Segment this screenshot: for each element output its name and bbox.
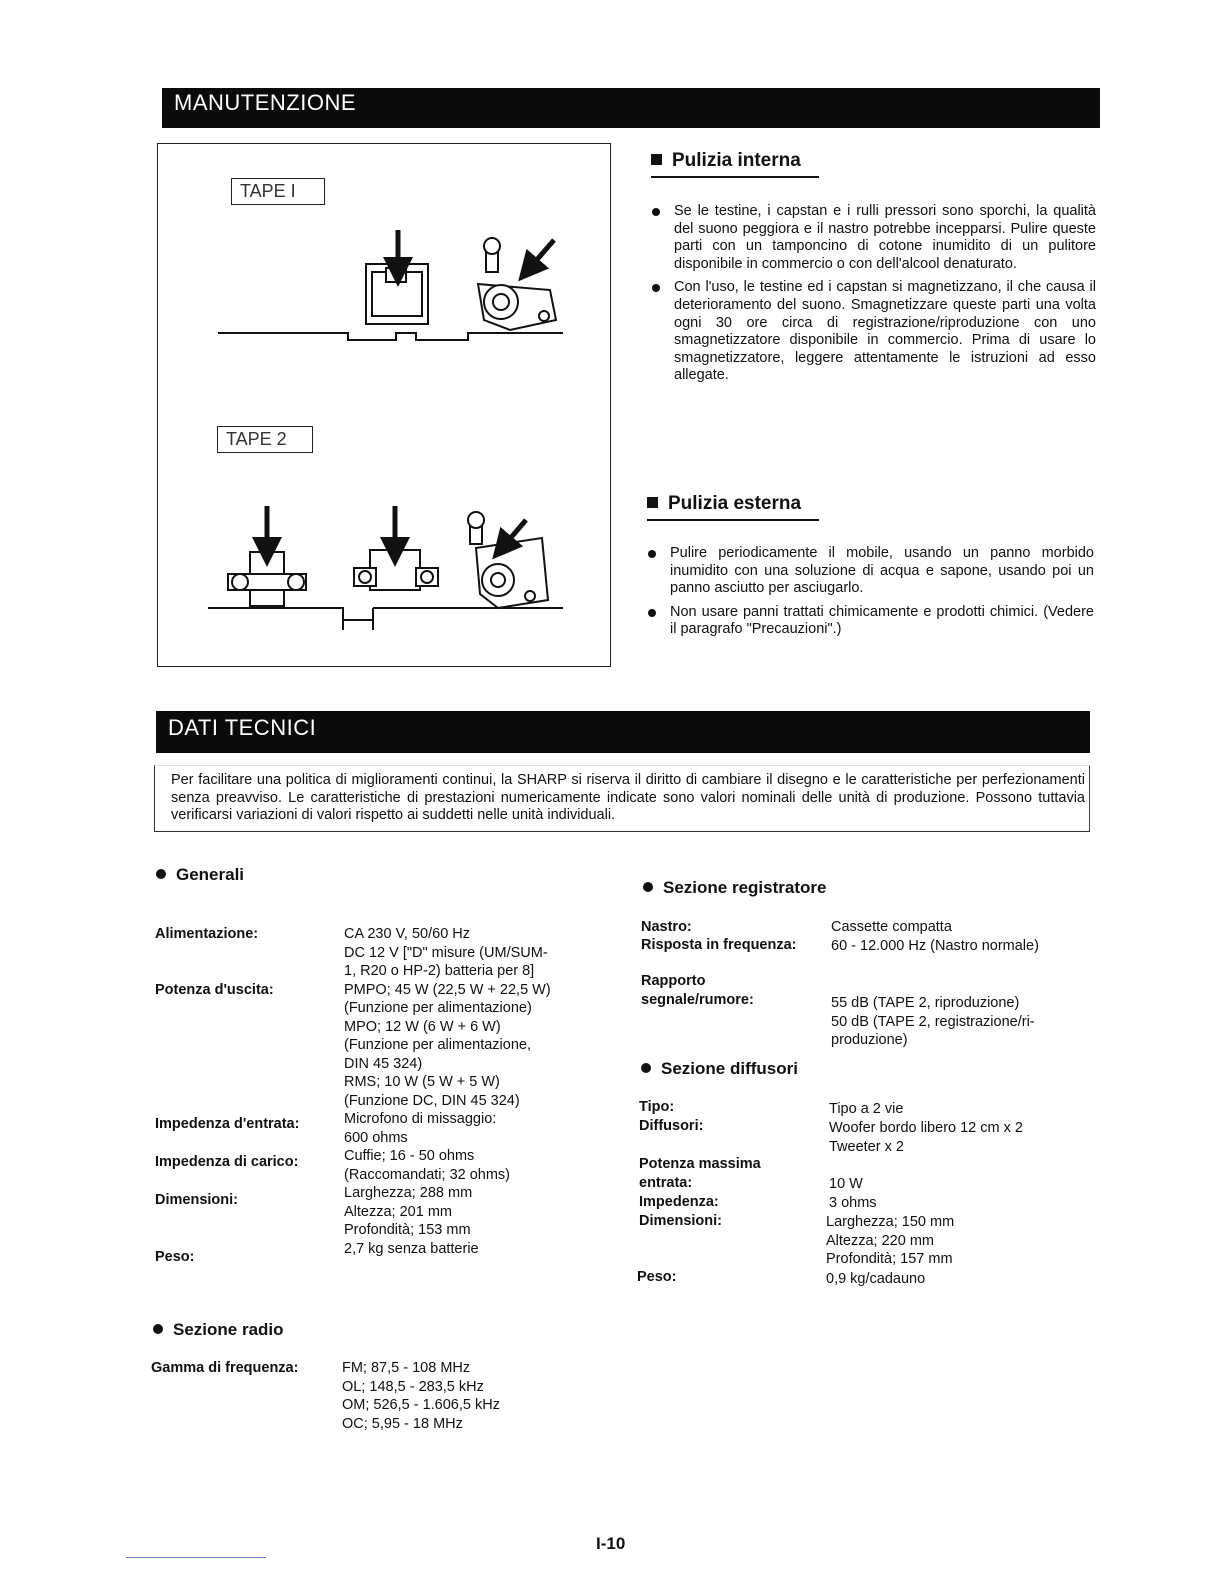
tape1-baseline	[218, 333, 563, 340]
spec-value: PMPO; 45 W (22,5 W + 22,5 W)	[344, 981, 551, 998]
footer-rule	[126, 1557, 266, 1558]
generali-values	[344, 925, 551, 1258]
spec-value: 50 dB (TAPE 2, registrazione/ri-	[831, 1013, 1035, 1030]
tape1-label: TAPE I	[240, 181, 296, 201]
radio-values	[342, 1359, 500, 1433]
spec-value: Larghezza; 288 mm	[344, 1185, 473, 1201]
pulizia-interna-heading	[651, 150, 819, 178]
impedenza-label: Impedenza:	[639, 1194, 719, 1210]
square-bullet-icon	[651, 154, 662, 165]
nastro-value: Cassette compatta	[831, 919, 952, 935]
impedenza-value: 3 ohms	[829, 1195, 877, 1211]
tape2-record-head-icon	[354, 550, 438, 590]
potenza-label: Potenza d'uscita:	[155, 982, 274, 998]
potenza-massima-label-2: entrata:	[639, 1175, 693, 1191]
round-bullet-icon	[641, 1063, 651, 1073]
spec-value: (Funzione DC, DIN 45 324)	[344, 1092, 520, 1109]
generali-title: Generali	[176, 865, 245, 884]
round-bullet-icon	[643, 882, 653, 892]
spec-value: DIN 45 324)	[344, 1055, 423, 1072]
peso-diffusori-label: Peso:	[637, 1269, 677, 1285]
pulizia-interna-title: Pulizia interna	[672, 150, 801, 171]
pulizia-interna-list	[650, 203, 1096, 391]
spec-value: (Raccomandati; 32 ohms)	[344, 1166, 511, 1183]
spec-value: Microfono di missaggio:	[344, 1111, 497, 1127]
spec-value: 2,7 kg senza batterie	[344, 1240, 479, 1257]
diffusori-label: Diffusori:	[639, 1118, 704, 1134]
spec-value: Cuffie; 16 - 50 ohms	[344, 1148, 475, 1164]
tape2-label: TAPE 2	[226, 429, 287, 449]
tipo-label: Tipo:	[639, 1099, 675, 1115]
spec-value: OC; 5,95 - 18 MHz	[342, 1415, 463, 1432]
tape2-roller-icon	[468, 512, 548, 608]
spec-value: OL; 148,5 - 283,5 kHz	[342, 1378, 484, 1395]
spec-value: Altezza; 220 mm	[826, 1232, 934, 1249]
spec-value: (Funzione per alimentazione,	[344, 1037, 531, 1053]
tape2-baseline	[208, 608, 563, 630]
diffusori-values	[829, 1119, 1023, 1156]
potenza-value: 10 W	[829, 1176, 863, 1192]
gamma-frequenza-label: Gamma di frequenza:	[151, 1360, 299, 1376]
spec-value: Larghezza; 150 mm	[826, 1214, 955, 1230]
diffusori-title: Sezione diffusori	[661, 1059, 798, 1078]
round-bullet-icon	[156, 869, 166, 879]
rapporto-values	[831, 994, 1035, 1050]
round-bullet-icon	[153, 1324, 163, 1334]
impedenza-entrata-label: Impedenza d'entrata:	[155, 1116, 300, 1132]
impedenza-carico-label: Impedenza di carico:	[155, 1154, 299, 1170]
spec-value: produzione)	[831, 1032, 908, 1048]
diffusori-heading	[641, 1059, 798, 1079]
spec-value: (Funzione per alimentazione)	[344, 1000, 532, 1016]
tape1-roller-arrow	[528, 240, 554, 270]
registratore-heading	[643, 878, 826, 898]
rapporto-label-2: segnale/rumore:	[641, 992, 754, 1008]
dimensioni-diffusori-values	[826, 1213, 954, 1269]
spec-value: MPO; 12 W (6 W + 6 W)	[344, 1018, 501, 1035]
tape-mechanism-drawing	[158, 144, 610, 666]
square-bullet-icon	[647, 497, 658, 508]
tipo-value: Tipo a 2 vie	[829, 1101, 904, 1117]
peso-diffusori-value: 0,9 kg/cadauno	[826, 1271, 926, 1287]
tape2-erase-head-icon	[228, 552, 306, 606]
spec-value: Tweeter x 2	[829, 1138, 904, 1155]
spec-value: OM; 526,5 - 1.606,5 kHz	[342, 1397, 500, 1413]
dati-tecnici-banner	[156, 711, 1090, 753]
page-number: I-10	[596, 1534, 626, 1553]
pulizia-esterna-list	[646, 545, 1094, 645]
spec-value: 55 dB (TAPE 2, riproduzione)	[831, 995, 1020, 1011]
disclaimer-note	[154, 765, 1090, 832]
spec-value: DC 12 V ["D" misure (UM/SUM-	[344, 944, 548, 961]
spec-value: 1, R20 o HP-2) batteria per 8]	[344, 963, 535, 979]
manutenzione-title: MANUTENZIONE	[174, 90, 356, 115]
alimentazione-label: Alimentazione:	[155, 926, 259, 942]
dati-tecnici-title: DATI TECNICI	[168, 715, 317, 740]
list-item: Con l'uso, le testine ed i capstan si magnetizzano, il che causa il deterioramento del suono. Smagnetizzare queste parti una volta ogni 30 ore circa di registrazione/riproduzione con uno smagnetizzatore disponibile in commercio. Prima di usare lo smagnetizzatore, leggere attentamente le istruzioni ad esso allegate.	[650, 279, 1096, 385]
spec-value: Profondità; 153 mm	[344, 1222, 471, 1238]
radio-heading	[153, 1320, 284, 1340]
list-item: Pulire periodicamente il mobile, usando un panno morbido inumidito con una soluzione di acqua e sapone, usando poi un panno asciutto per asciugarlo.	[646, 545, 1094, 598]
maintenance-illustration	[157, 143, 611, 667]
potenza-massima-label-1: Potenza massima	[639, 1156, 761, 1172]
spec-value: RMS; 10 W (5 W + 5 W)	[344, 1074, 500, 1090]
risposta-label: Risposta in frequenza:	[641, 937, 797, 953]
peso-label: Peso:	[155, 1249, 195, 1265]
spec-value: FM; 87,5 - 108 MHz	[342, 1360, 471, 1376]
disclaimer-text: Per facilitare una politica di miglioramenti continui, la SHARP si riserva il diritto di cambiare il disegno e le caratteristiche per perfezionamenti senza preavviso. Le caratteristiche di prestazioni numericamente indicate sono valori nominali delle unità di produzione. Possono tuttavia verificarsi variazioni di valori rispetto ai suddetti nelle unità individuali.	[171, 772, 1085, 824]
spec-value: Woofer bordo libero 12 cm x 2	[829, 1120, 1023, 1136]
dimensioni-label: Dimensioni:	[155, 1192, 238, 1208]
list-item: Non usare panni trattati chimicamente e prodotti chimici. (Vedere il paragrafo "Precauzioni".)	[646, 604, 1094, 639]
spec-value: CA 230 V, 50/60 Hz	[344, 926, 471, 942]
spec-value: 600 ohms	[344, 1129, 408, 1146]
pulizia-esterna-heading	[647, 493, 819, 521]
list-item: Se le testine, i capstan e i rulli pressori sono sporchi, la qualità del suono peggiora e il nastro potrebbe incepparsi. Pulire queste parti con un tamponcino di cotone inumidito di un pulitore disponibile in commercio o con dell'alcool denaturato.	[650, 203, 1096, 273]
pulizia-esterna-title: Pulizia esterna	[668, 493, 802, 514]
risposta-value: 60 - 12.000 Hz (Nastro normale)	[831, 938, 1039, 954]
dimensioni-diffusori-label: Dimensioni:	[639, 1213, 722, 1229]
spec-value: Altezza; 201 mm	[344, 1203, 452, 1220]
rapporto-label-1: Rapporto	[641, 973, 706, 989]
generali-heading	[156, 865, 244, 885]
radio-title: Sezione radio	[173, 1320, 284, 1339]
nastro-label: Nastro:	[641, 919, 692, 935]
manutenzione-banner	[162, 88, 1100, 128]
tape1-head-icon	[366, 264, 428, 324]
spec-value: Profondità; 157 mm	[826, 1251, 953, 1267]
registratore-title: Sezione registratore	[663, 878, 827, 897]
